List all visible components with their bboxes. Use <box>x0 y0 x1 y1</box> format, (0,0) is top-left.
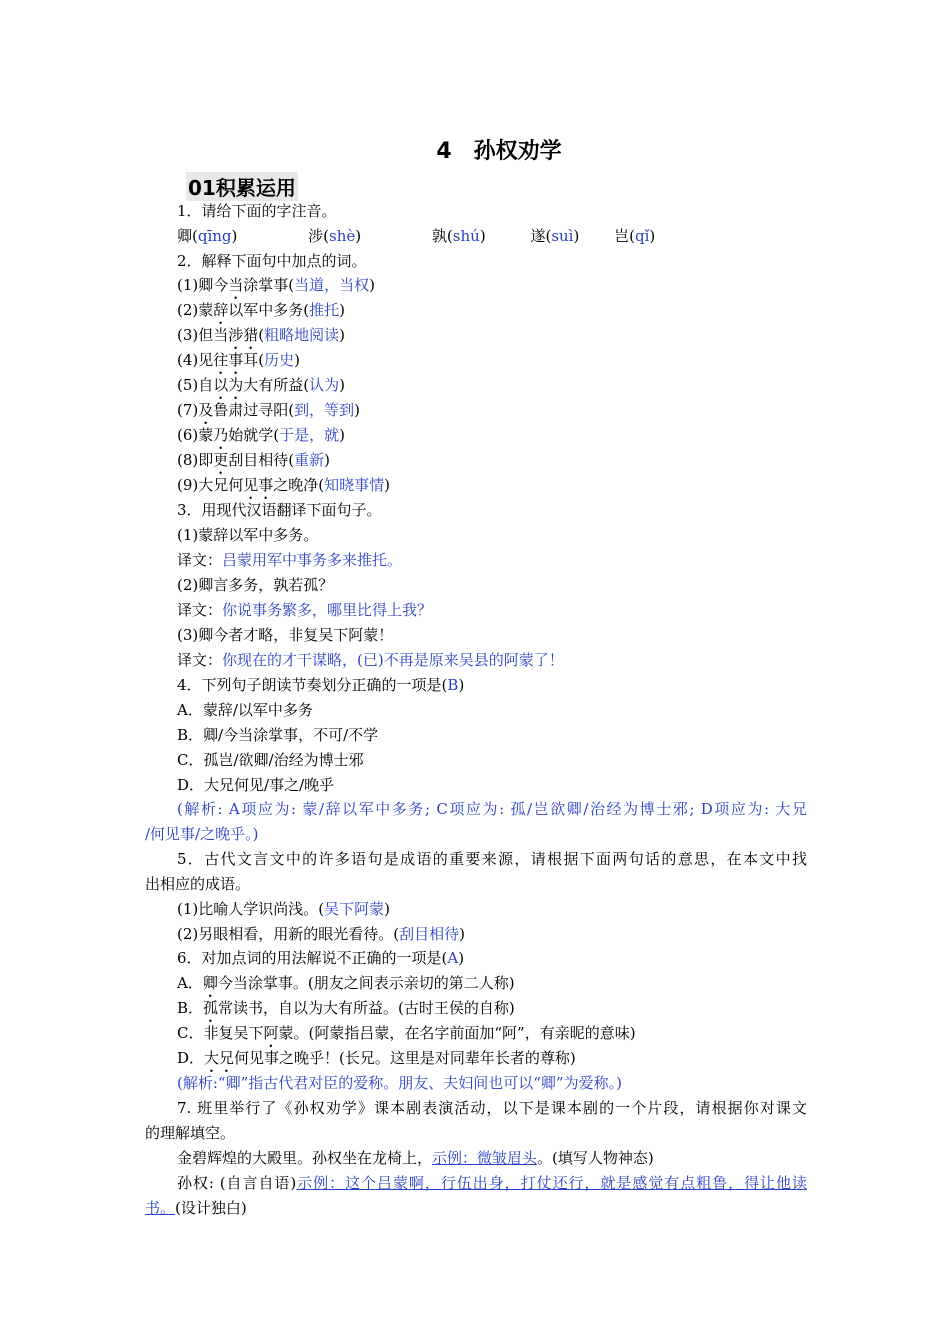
page-title: 4 孙权劝学 <box>436 139 562 164</box>
section-heading: 01积累运用 <box>186 172 298 201</box>
q3-translation: 译文：你说事务繁多，哪里比得上我？ <box>177 601 433 619</box>
q3-sentence: (3)卿今者才略，非复吴下阿蒙！ <box>177 626 394 644</box>
q2-item: (9)大兄何见事之晚净(知晓事情) <box>177 476 390 494</box>
q6-option: C．非复吴下阿蒙。(阿蒙指吕蒙，在名字前面加“阿”，有亲昵的意味) <box>177 1024 636 1042</box>
q3-stem: 3．用现代汉语翻译下面句子。 <box>177 501 382 519</box>
q7-stem-cont: 的理解填空。 <box>145 1124 236 1142</box>
q4-analysis: (解析: A项应为: 蒙/辞以军中多务; C项应为: 孤/岂欲卿/治经为博士邪; D项应为: 大兄 <box>177 800 807 818</box>
q2-item: (4)见往事耳(历史) <box>177 351 300 369</box>
q7-line: 金碧辉煌的大殿里。孙权坐在龙椅上，示例：微皱眉头。(填写人物神态) <box>177 1149 654 1167</box>
q6-stem: 6．对加点词的用法解说不正确的一项是(A) <box>177 949 465 967</box>
q1-items <box>177 226 655 246</box>
q4-option: B．卿/今当涂掌事，不可/不学 <box>177 726 379 744</box>
q7-stem: 7. 班里举行了《孙权劝学》课本剧表演活动，以下是课本剧的一个片段，请根据你对课文 <box>177 1099 807 1117</box>
q4-option: A．蒙辞/以军中多务 <box>177 701 313 719</box>
q2-item: (2)蒙辞以军中多务(推托) <box>177 301 345 319</box>
q2-item: (6)蒙乃始就学(于是，就) <box>177 426 345 444</box>
q1-item: 遂(suì) <box>530 227 580 245</box>
q3-translation: 译文：你现在的才干谋略，(已)不再是原来吴县的阿蒙了！ <box>177 651 564 669</box>
q5-item: (1)比喻人学识尚浅。(吴下阿蒙) <box>177 900 390 918</box>
q5-item: (2)另眼相看，用新的眼光看待。(刮目相待) <box>177 925 465 943</box>
q7-line-cont: 书。(设计独白) <box>145 1199 247 1217</box>
q4-stem: 4．下列句子朗读节奏划分正确的一项是(B) <box>177 676 465 694</box>
q7-line: 孙权: (自言自语)示例：这个吕蒙啊，行伍出身，打仗还行，就是感觉有点粗鲁，得让他读 <box>177 1174 807 1192</box>
q5-stem: 5．古代文言文中的许多语句是成语的重要来源，请根据下面两句话的意思，在本文中找 <box>177 850 807 868</box>
q2-item: (3)但当涉猎(粗略地阅读) <box>177 326 345 344</box>
q1-item: 涉(shè) <box>308 227 362 245</box>
q3-sentence: (1)蒙辞以军中多务。 <box>177 526 319 544</box>
q4-analysis-cont: /何见事/之晚乎。) <box>145 825 259 843</box>
q5-stem-cont: 出相应的成语。 <box>145 875 251 893</box>
q6-option: D．大兄何见事之晚乎！(长兄。这里是对同辈年长者的尊称) <box>177 1049 576 1067</box>
q1-item: 孰(shú) <box>431 227 486 245</box>
q1-stem: 1．请给下面的字注音。 <box>177 202 337 220</box>
q1-item: 卿(qīng) <box>177 227 238 245</box>
q2-stem: 2．解释下面句中加点的词。 <box>177 252 367 270</box>
q6-option: A．卿今当涂掌事。(朋友之间表示亲切的第二人称) <box>177 974 515 992</box>
q2-item: (8)即更刮目相待(重新) <box>177 451 330 469</box>
q6-analysis: (解析:“卿”指古代君对臣的爱称。朋友、夫妇间也可以“卿”为爱称。) <box>177 1074 622 1092</box>
q3-sentence: (2)卿言多务，孰若孤？ <box>177 576 334 594</box>
q2-item: (5)自以为大有所益(认为) <box>177 376 345 394</box>
q6-option: B．孤常读书，自以为大有所益。(古时王侯的自称) <box>177 999 515 1017</box>
q4-option: D．大兄何见/事之/晚乎 <box>177 776 335 794</box>
q1-item: 岂(qǐ) <box>614 227 656 245</box>
q4-option: C．孤岂/欲卿/治经为博士邪 <box>177 751 364 769</box>
q2-item: (7)及鲁肃过寻阳(到，等到) <box>177 401 360 419</box>
q2-item: (1)卿今当涂掌事(当道，当权) <box>177 276 375 294</box>
q3-translation: 译文：吕蒙用军中事务多来推托。 <box>177 551 403 569</box>
